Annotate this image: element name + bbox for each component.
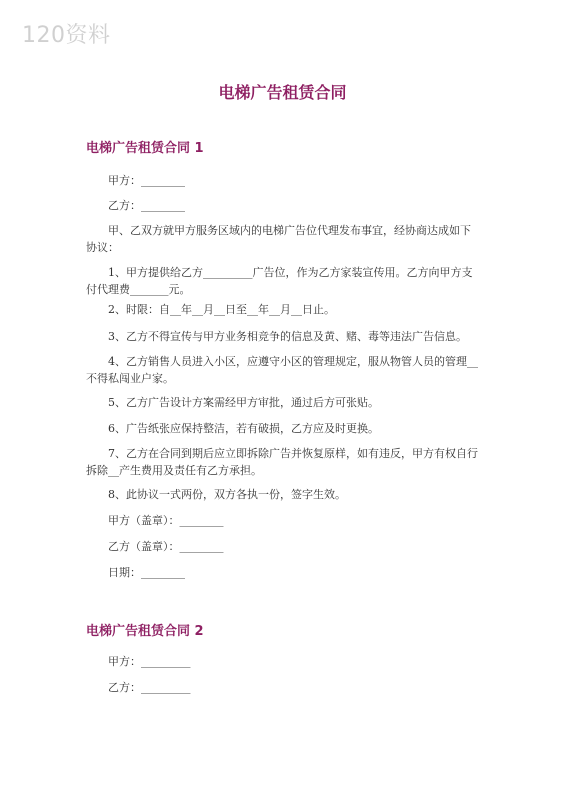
intro-paragraph: 甲、乙双方就甲方服务区域内的电梯广告位代理发布事宜，经协商达成如下协议： bbox=[86, 224, 471, 254]
party-b-line-2: 乙方：_________ bbox=[108, 681, 191, 694]
party-b-line: 乙方：________ bbox=[108, 199, 185, 212]
document-title: 电梯广告租赁合同 bbox=[218, 83, 347, 102]
party-a-seal-line: 甲方（盖章）：________ bbox=[108, 514, 224, 527]
clause-2: 2、时限：自__年__月__日至__年__月__日止。 bbox=[108, 303, 335, 316]
clause-6: 6、广告纸张应保持整洁，若有破损，乙方应及时更换。 bbox=[108, 422, 379, 435]
clause-8: 8、此协议一式两份，双方各执一份，签字生效。 bbox=[108, 488, 346, 501]
party-a-line: 甲方：________ bbox=[108, 174, 185, 187]
party-a-line-2: 甲方：_________ bbox=[108, 655, 191, 668]
clause-5: 5、乙方广告设计方案需经甲方审批，通过后方可张贴。 bbox=[108, 396, 379, 409]
clause-7: 7、乙方在合同到期后应立即拆除广告并恢复原样，如有违反，甲方有权自行拆除__产生费用及责任有乙方承担。 bbox=[86, 447, 478, 477]
watermark: 120资料 bbox=[22, 23, 111, 48]
party-b-seal-line: 乙方（盖章）：________ bbox=[108, 540, 224, 553]
clause-4: 4、乙方销售人员进入小区，应遵守小区的管理规定，服从物管人员的管理__不得私闯业户家。 bbox=[86, 355, 478, 385]
date-line: 日期：________ bbox=[108, 566, 185, 579]
section-heading-2: 电梯广告租赁合同 2 bbox=[86, 624, 204, 639]
section-heading-1: 电梯广告租赁合同 1 bbox=[86, 141, 204, 156]
clause-3: 3、乙方不得宣传与甲方业务相竞争的信息及黄、赌、毒等违法广告信息。 bbox=[108, 330, 467, 343]
clause-1: 1、甲方提供给乙方_________广告位，作为乙方家装宣传用。乙方向甲方支付代理费_______元。 bbox=[86, 266, 473, 296]
